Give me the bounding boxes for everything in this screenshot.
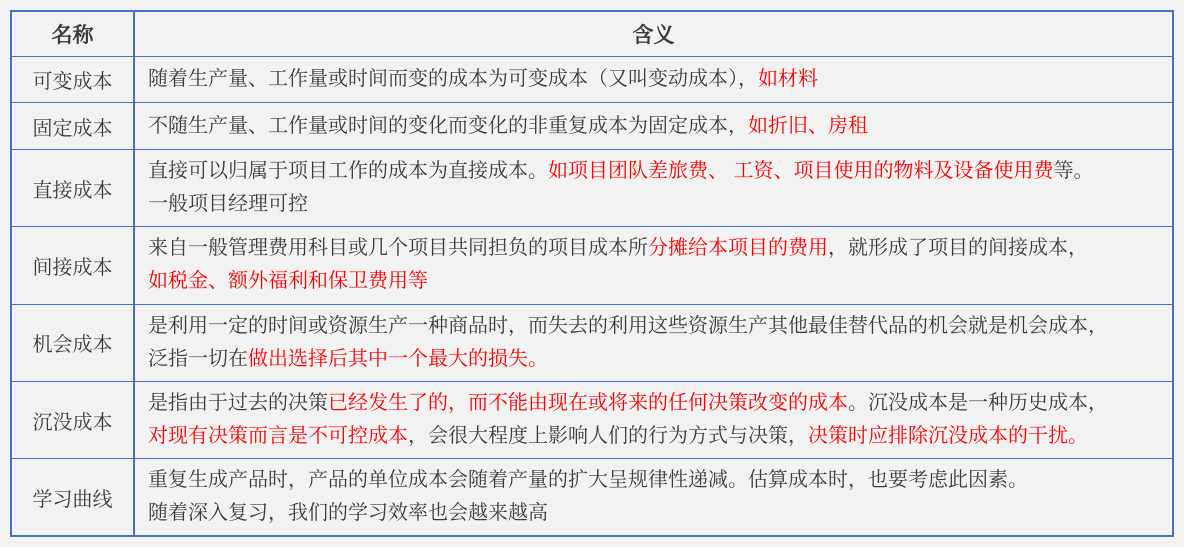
cost-name-cell: 学习曲线 (11, 459, 134, 536)
text-segment: 如材料 (758, 67, 818, 90)
text-segment: 对现有决策而言是不可控成本 (148, 425, 408, 448)
meaning-line (148, 63, 1158, 96)
cost-meaning-cell (134, 227, 1173, 304)
text-segment: 一般项目经理可控 (148, 193, 308, 216)
header-meaning-cell: 含义 (134, 11, 1173, 56)
text-segment: 泛指一切在 (148, 347, 248, 370)
text-segment: 是指由于过去的决策 (148, 392, 328, 415)
cost-meaning-cell (134, 381, 1173, 458)
meaning-line (148, 387, 1158, 420)
text-segment: 如项目团队差旅费、 工资、项目使用的物料及设备使用费 (548, 160, 1054, 183)
cost-meaning-cell (134, 150, 1173, 227)
cost-name-cell: 固定成本 (11, 103, 134, 150)
meaning-line (148, 232, 1158, 265)
header-name-cell: 名称 (11, 11, 134, 56)
meaning-line (148, 464, 1158, 497)
meaning-line (148, 343, 1158, 376)
text-segment: 等。 (1053, 160, 1094, 183)
text-segment: 如折旧、房租 (748, 114, 868, 137)
cost-name-cell: 沉没成本 (11, 381, 134, 458)
meaning-line (148, 155, 1158, 188)
text-segment: 重复生成产品时，产品的单位成本会随着产量的扩大呈规律性递减。估算成本时，也要考虑此因素。 (148, 469, 1028, 492)
text-segment: 是利用一定的时间或资源生产一种商品时，而失去的利用这些资源生产其他最佳替代品的机会就是机会成本， (148, 314, 1108, 337)
text-segment: 来自一般管理费用科目或几个项目共同担负的项目成本所 (148, 237, 648, 260)
text-segment: 已经发生了的，而不能由现在或将来的任何决策改变的成本 (328, 392, 848, 415)
meaning-line (148, 110, 1158, 143)
cost-name-cell: 直接成本 (11, 150, 134, 227)
text-segment: 分摊给本项目的费用 (648, 237, 828, 260)
table-row (11, 304, 1173, 381)
header-row (11, 11, 1173, 56)
table-row (11, 227, 1173, 304)
text-segment: ，会很大程度上影响人们的行为方式与决策， (408, 425, 808, 448)
cost-name-cell: 间接成本 (11, 227, 134, 304)
text-segment: 决策时应排除沉没成本的干扰。 (808, 425, 1088, 448)
text-segment: 如税金、额外福利和保卫费用等 (148, 270, 428, 293)
meaning-line (148, 188, 1158, 221)
cost-name-cell: 可变成本 (11, 56, 134, 103)
meaning-line (148, 420, 1158, 453)
table-header (11, 11, 1173, 56)
text-segment: 随着生产量、工作量或时间而变的成本为可变成本（又叫变动成本）， (148, 67, 758, 90)
meaning-line (148, 310, 1158, 343)
cost-meaning-cell (134, 56, 1173, 103)
text-segment: 随着深入复习，我们的学习效率也会越来越高 (148, 502, 548, 525)
text-segment: 直接可以归属于项目工作的成本为直接成本。 (148, 160, 548, 183)
text-segment: 。沉没成本是一种历史成本， (848, 392, 1108, 415)
text-segment: 不随生产量、工作量或时间的变化而变化的非重复成本为固定成本， (148, 114, 748, 137)
meaning-line (148, 497, 1158, 530)
cost-name-cell: 机会成本 (11, 304, 134, 381)
text-segment: ，就形成了项目的间接成本， (828, 237, 1088, 260)
table-body (11, 56, 1173, 536)
cost-meaning-cell (134, 103, 1173, 150)
text-segment: 做出选择后其中一个最大的损失。 (248, 347, 548, 370)
table-row (11, 381, 1173, 458)
table-row (11, 459, 1173, 536)
table-row (11, 150, 1173, 227)
cost-meaning-cell (134, 304, 1173, 381)
table-row (11, 103, 1173, 150)
cost-meaning-cell (134, 459, 1173, 536)
table-row (11, 56, 1173, 103)
cost-definitions-table (10, 10, 1174, 537)
meaning-line (148, 265, 1158, 298)
cost-definitions-table-container (10, 10, 1174, 537)
